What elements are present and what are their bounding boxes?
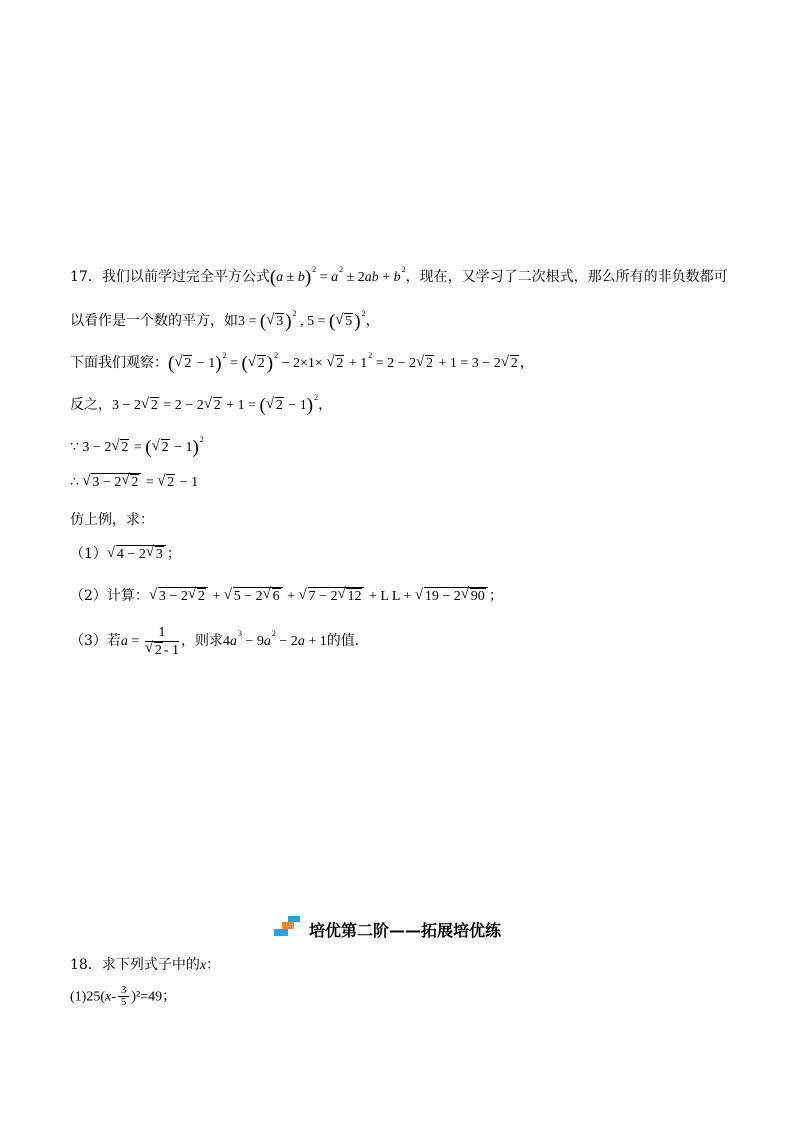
q17-stem-text-1: 17．我们以前学过完全平方公式 bbox=[70, 269, 270, 285]
because-symbol: ∵ bbox=[70, 439, 79, 455]
q17-converse-line bbox=[70, 388, 332, 416]
q18-part1-suffix: )²=49； bbox=[131, 989, 177, 1005]
square-formula: $(a \pm b)^2 = a^2 \pm 2ab + b^2$ bbox=[269, 265, 406, 288]
fraction-denominator: 5 bbox=[120, 996, 127, 1008]
because-expression: 3 − 2√ 2 = (√ 2 − 1)$^2$ bbox=[79, 440, 204, 455]
converse-label: 反之， bbox=[70, 397, 112, 413]
part2-expression: √ 3 − 2√ 2 + √ 5 − 2√ 6 + √ 7 − 2√ 12 + L L + √ 19 − 2√ 90 bbox=[149, 589, 489, 604]
ellipsis: L L bbox=[380, 589, 400, 604]
comma: ， bbox=[318, 397, 333, 413]
q18-part1-prefix: (1)25( bbox=[70, 989, 105, 1005]
q17-mimic-line bbox=[70, 510, 154, 530]
q18-title-colon: ： bbox=[206, 957, 221, 973]
q17-observe-line bbox=[70, 346, 534, 374]
converse-expression: 3 − 2√ 2 = 2 − 2√ 2 + 1 = (√ 2 − 1)$^2$ bbox=[112, 398, 318, 413]
q18-part1-x: x- bbox=[105, 989, 116, 1005]
q18-title bbox=[70, 955, 220, 976]
therefore-expression: √ 3 − 2√ 2 = √ 2 − 1 bbox=[79, 475, 198, 490]
q17-stem-text-3: 以看作是一个数的平方，如 bbox=[70, 313, 238, 329]
q17-because-line bbox=[70, 430, 204, 458]
observe-label: 下面我们观察： bbox=[70, 355, 168, 371]
part2-label: （2）计算： bbox=[70, 588, 149, 604]
example-squares: 3 = (√ 3 )$^2$ , 5 = (√ 5 )$^2$ bbox=[238, 314, 366, 329]
fraction-numerator: 3 bbox=[118, 985, 130, 997]
q17-part2 bbox=[70, 586, 503, 607]
part3-label: （3）若 bbox=[70, 633, 121, 649]
q17-stem-line2 bbox=[70, 304, 380, 332]
semicolon: ； bbox=[488, 588, 503, 604]
comma: ， bbox=[365, 313, 380, 329]
q17-stem-line1 bbox=[70, 260, 728, 288]
comma: ， bbox=[519, 355, 534, 371]
part3-given: a = 1 √ 2 - 1 bbox=[121, 634, 181, 649]
q18-fraction bbox=[118, 985, 130, 1008]
observe-expression: (√ 2 − 1)$^2$ = (√ 2 )$^2$ − 2×1× √ $2 + 1^2 = 2 - 2√$ 2 + 1 = 3 − 2√ 2 bbox=[168, 356, 520, 371]
q17-stem-text-2: ，现在，又学习了二次根式，那么所有的非负数都可 bbox=[405, 269, 728, 285]
q18-part1 bbox=[70, 985, 176, 1008]
section-title: 培优第二阶——拓展培优练 bbox=[309, 921, 502, 940]
therefore-symbol: ∴ bbox=[70, 474, 79, 490]
semicolon: ； bbox=[166, 546, 181, 562]
part3-end: 的值． bbox=[326, 633, 369, 649]
part3-polynomial: $4a^3 - 9a^2 - 2a + 1$ bbox=[223, 629, 327, 649]
part1-expression: √ 4 − 2√ 3 bbox=[107, 547, 167, 562]
q18-title-text: 18．求下列式子中的 bbox=[70, 957, 200, 973]
q17-part1 bbox=[70, 544, 181, 565]
q18-variable: x bbox=[199, 958, 207, 973]
mimic-text: 仿上例，求： bbox=[70, 512, 154, 528]
part1-label: （1） bbox=[70, 546, 107, 562]
part3-mid: ，则求 bbox=[181, 633, 223, 649]
stacked-blocks-icon bbox=[274, 916, 308, 940]
section-heading bbox=[274, 916, 534, 944]
q17-part3 bbox=[70, 624, 369, 659]
q17-therefore-line bbox=[70, 472, 198, 493]
